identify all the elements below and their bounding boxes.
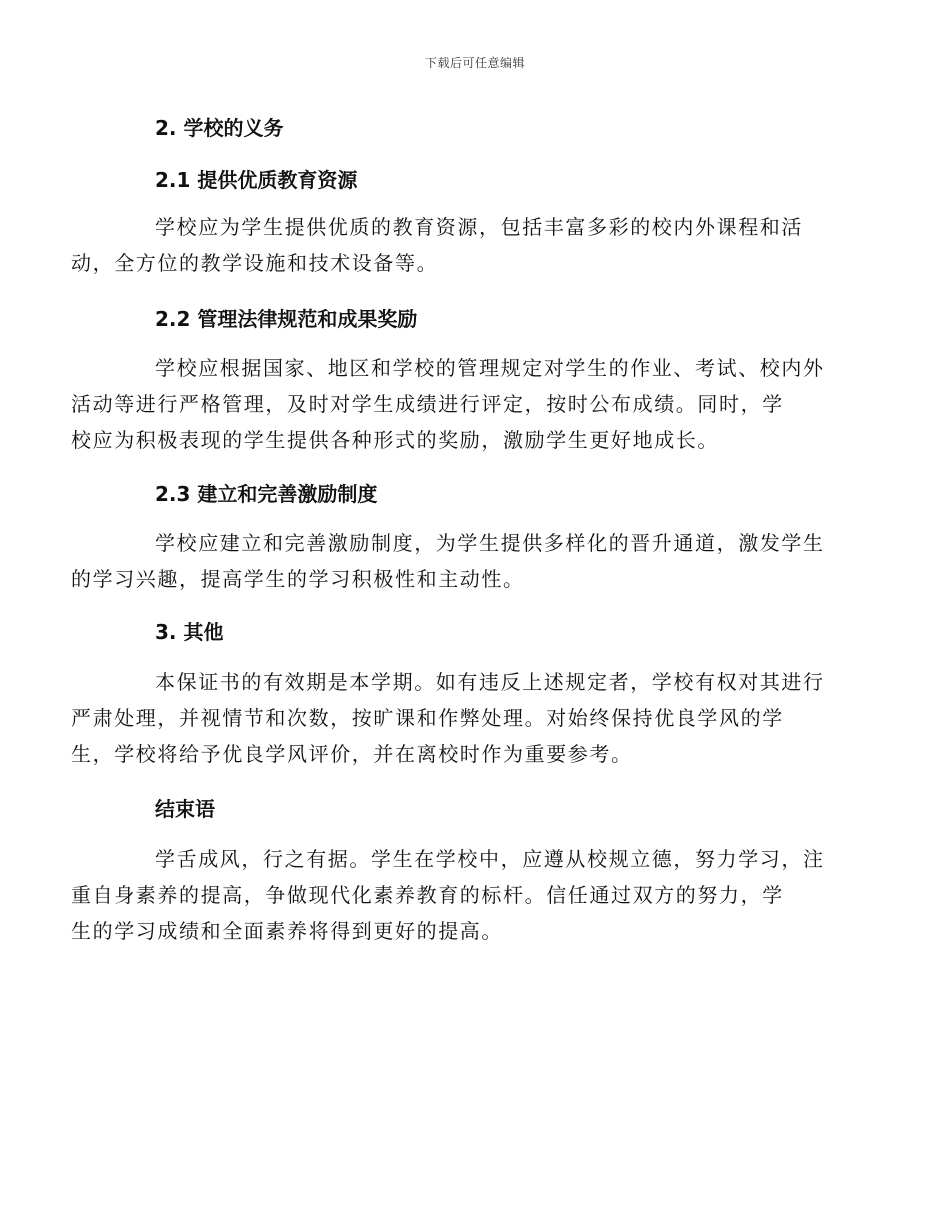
section-heading-2-1: 2.1 提供优质教育资源 — [155, 168, 358, 192]
paragraph-2-1 — [71, 209, 831, 281]
paragraph-2-2 — [71, 350, 831, 458]
document-body — [71, 112, 831, 949]
paragraph-line: 本保证书的有效期是本学期。如有违反上述规定者，学校有权对其进行 — [155, 670, 825, 694]
paragraph-conclusion — [71, 841, 831, 949]
paragraph-line: 校应为积极表现的学生提供各种形式的奖励，激励学生更好地成长。 — [71, 428, 719, 452]
section-heading-2: 2. 学校的义务 — [155, 116, 284, 140]
paragraph-line: 学校应建立和完善激励制度，为学生提供多样化的晋升通道，激发学生 — [155, 531, 825, 555]
paragraph-line: 的学习兴趣，提高学生的学习积极性和主动性。 — [71, 567, 525, 591]
paragraph-line: 学舌成风，行之有据。学生在学校中，应遵从校规立德，努力学习，注 — [155, 847, 825, 871]
paragraph-line: 动，全方位的教学设施和技术设备等。 — [71, 251, 439, 275]
paragraph-line: 学校应为学生提供优质的教育资源，包括丰富多彩的校内外课程和活 — [155, 215, 803, 239]
paragraph-line: 学校应根据国家、地区和学校的管理规定对学生的作业、考试、校内外 — [155, 356, 825, 380]
conclusion-heading: 结束语 — [155, 797, 215, 821]
section-heading-2-2: 2.2 管理法律规范和成果奖励 — [155, 307, 418, 331]
paragraph-line: 生的学习成绩和全面素养将得到更好的提高。 — [71, 919, 503, 943]
paragraph-3 — [71, 664, 831, 772]
paragraph-2-3 — [71, 525, 831, 597]
section-heading-2-3: 2.3 建立和完善激励制度 — [155, 482, 378, 506]
paragraph-line: 生，学校将给予优良学风评价，并在离校时作为重要参考。 — [71, 742, 633, 766]
page-header: 下载后可任意编辑 — [424, 56, 525, 70]
paragraph-line: 严肃处理，并视情节和次数，按旷课和作弊处理。对始终保持优良学风的学 — [71, 706, 784, 730]
section-heading-3: 3. 其他 — [155, 620, 224, 644]
paragraph-line: 活动等进行严格管理，及时对学生成绩进行评定，按时公布成绩。同时，学 — [71, 392, 784, 416]
paragraph-line: 重自身素养的提高，争做现代化素养教育的标杆。信任通过双方的努力，学 — [71, 883, 784, 907]
